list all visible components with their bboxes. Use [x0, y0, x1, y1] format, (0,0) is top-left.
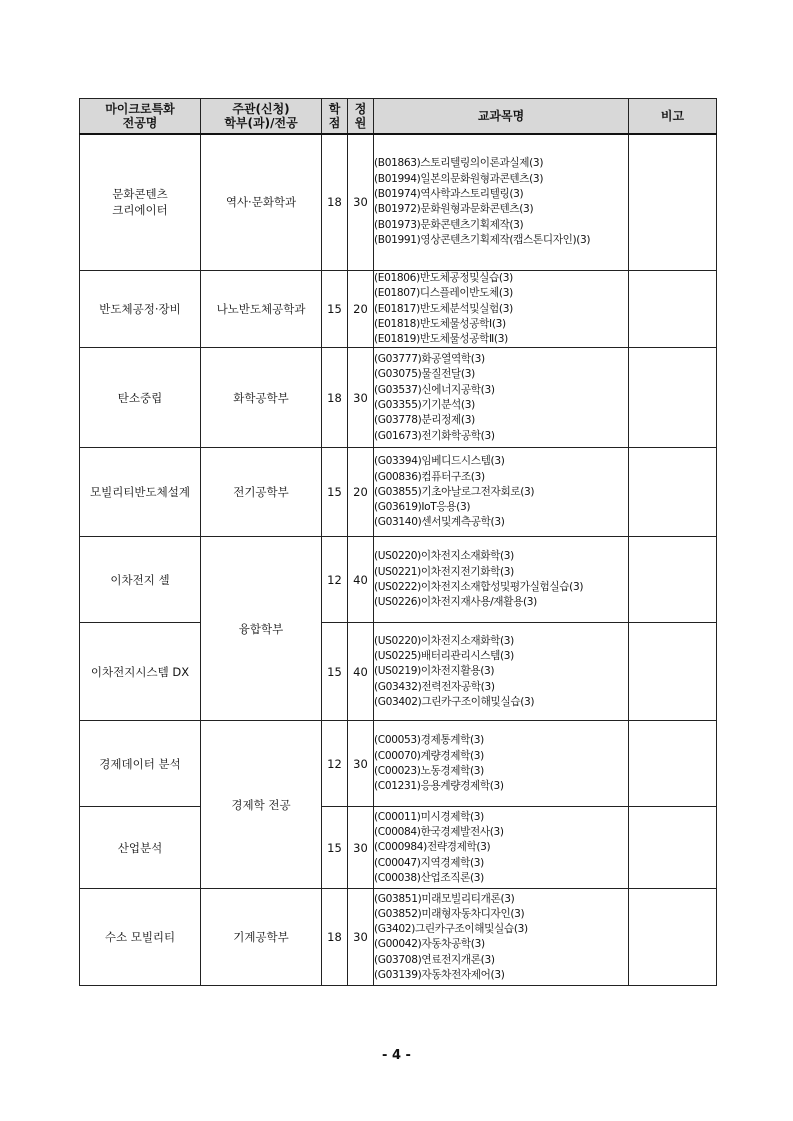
major-name-line: 크리에이터 — [112, 203, 168, 218]
major-name-cell — [80, 807, 201, 889]
course-item: (US0220)이차전지소재화학(3) — [374, 634, 514, 647]
courses-cell — [374, 348, 629, 448]
capacity-cell: 20 — [348, 271, 374, 348]
major-name-line: 반도체공정·장비 — [99, 302, 181, 317]
course-item: (G03619)IoT응용(3) — [374, 501, 471, 514]
major-name-line: 산업분석 — [117, 840, 163, 855]
department-cell: 융합학부 — [201, 537, 322, 721]
table-row — [80, 537, 717, 623]
major-name-line: 이차전지시스템 DX — [90, 664, 190, 679]
table-row — [80, 623, 717, 721]
course-item: (US0219)이차전지활용(3) — [374, 665, 495, 678]
course-item: (C00023)노동경제학(3) — [374, 764, 484, 777]
course-item: (G03394)임베디드시스템(3) — [374, 455, 505, 468]
course-item: (C00047)지역경제학(3) — [374, 856, 484, 869]
course-item: (C000984)전략경제학(3) — [374, 841, 491, 854]
major-name-cell — [80, 623, 201, 721]
courses-cell — [374, 537, 629, 623]
course-item: (G03777)화공열역학(3) — [374, 353, 485, 366]
capacity-cell: 20 — [348, 448, 374, 537]
course-item: (B01991)영상콘텐츠기획제작(캡스톤디자인)(3) — [374, 233, 591, 246]
course-item: (US0222)이차전지소재합성및평가실험실습(3) — [374, 580, 584, 593]
course-item: (E01819)반도체물성공학Ⅱ(3) — [374, 333, 508, 346]
credits-cell: 15 — [322, 807, 348, 889]
header-capacity-line1: 정 — [354, 101, 367, 116]
course-item: (G03355)기기분석(3) — [374, 398, 475, 411]
remarks-cell — [629, 448, 717, 537]
course-item: (E01818)반도체물성공학Ⅰ(3) — [374, 317, 506, 330]
table-row — [80, 807, 717, 889]
header-major-name — [80, 99, 201, 134]
courses-cell — [374, 448, 629, 537]
header-remarks: 비고 — [629, 99, 717, 134]
table-row — [80, 134, 717, 271]
major-name-cell — [80, 448, 201, 537]
course-item: (G03855)기초아날로그전자회로(3) — [374, 485, 535, 498]
major-name-line: 수소 모빌리티 — [104, 930, 176, 945]
major-name-cell — [80, 348, 201, 448]
course-item: (G03139)자동차전자제어(3) — [374, 969, 505, 982]
major-name-line: 탄소중립 — [117, 390, 163, 405]
capacity-cell: 30 — [348, 721, 374, 807]
department-cell: 경제학 전공 — [201, 721, 322, 889]
capacity-cell: 40 — [348, 623, 374, 721]
header-department — [201, 99, 322, 134]
major-name-cell — [80, 271, 201, 348]
capacity-cell: 30 — [348, 134, 374, 271]
department-cell: 화학공학부 — [201, 348, 322, 448]
table-row — [80, 721, 717, 807]
course-item: (G00836)컴퓨터구조(3) — [374, 470, 485, 483]
table-row — [80, 348, 717, 448]
major-name-cell — [80, 537, 201, 623]
courses-cell — [374, 271, 629, 348]
header-department-line2: 학부(과)/전공 — [224, 115, 298, 130]
course-item: (B01972)문화원형과문화콘텐츠(3) — [374, 203, 534, 216]
credits-cell: 15 — [322, 623, 348, 721]
table-row — [80, 448, 717, 537]
major-name-cell — [80, 721, 201, 807]
table-row — [80, 271, 717, 348]
remarks-cell — [629, 889, 717, 986]
remarks-cell — [629, 271, 717, 348]
course-item: (G03852)미래형자동차디자인(3) — [374, 907, 525, 920]
course-item: (G01673)전기화학공학(3) — [374, 429, 495, 442]
capacity-cell: 40 — [348, 537, 374, 623]
courses-cell — [374, 889, 629, 986]
header-department-line1: 주관(신청) — [232, 101, 290, 116]
major-name-line: 모빌리티반도체설계 — [90, 485, 190, 500]
curriculum-table — [79, 98, 717, 986]
course-item: (G03075)물질전달(3) — [374, 368, 475, 381]
course-item: (C00038)산업조직론(3) — [374, 871, 484, 884]
table-row — [80, 889, 717, 986]
course-item: (B01973)문화콘텐츠기획제작(3) — [374, 218, 524, 231]
department-cell: 전기공학부 — [201, 448, 322, 537]
remarks-cell — [629, 623, 717, 721]
table-header-row — [80, 99, 717, 134]
department-cell: 기계공학부 — [201, 889, 322, 986]
credits-cell: 18 — [322, 348, 348, 448]
header-credits-line1: 학 — [328, 101, 341, 116]
credits-cell: 18 — [322, 889, 348, 986]
remarks-cell — [629, 721, 717, 807]
course-item: (E01806)반도체공정및실습(3) — [374, 272, 513, 284]
courses-cell — [374, 623, 629, 721]
capacity-cell: 30 — [348, 348, 374, 448]
course-item: (E01807)디스플레이반도체(3) — [374, 287, 513, 300]
header-credits-line2: 점 — [328, 115, 341, 130]
remarks-cell — [629, 537, 717, 623]
remarks-cell — [629, 348, 717, 448]
course-item: (B01994)일본의문화원형과콘텐츠(3) — [374, 172, 544, 185]
course-item: (US0221)이차전지전기화학(3) — [374, 565, 514, 578]
credits-cell: 15 — [322, 271, 348, 348]
credits-cell: 15 — [322, 448, 348, 537]
major-name-cell — [80, 889, 201, 986]
header-capacity — [348, 99, 374, 134]
course-item: (G00042)자동차공학(3) — [374, 938, 485, 951]
header-major-name-line2: 전공명 — [122, 115, 158, 130]
course-item: (C00070)계량경제학(3) — [374, 749, 484, 762]
course-item: (G03140)센서및계측공학(3) — [374, 516, 505, 529]
capacity-cell: 30 — [348, 807, 374, 889]
courses-cell — [374, 807, 629, 889]
header-credits — [322, 99, 348, 134]
course-item: (B01974)역사학과스토리텔링(3) — [374, 187, 524, 200]
course-item: (C00011)미시경제학(3) — [374, 810, 484, 823]
credits-cell: 12 — [322, 537, 348, 623]
department-cell: 역사·문화학과 — [201, 134, 322, 271]
course-item: (US0220)이차전지소재화학(3) — [374, 550, 514, 563]
remarks-cell — [629, 807, 717, 889]
course-item: (G03537)신에너지공학(3) — [374, 383, 495, 396]
header-capacity-line2: 원 — [354, 115, 367, 130]
course-item: (G03402)그린카구조이해및실습(3) — [374, 695, 535, 708]
major-name-line: 문화콘텐츠 — [112, 187, 168, 202]
course-item: (G03851)미래모빌리티개론(3) — [374, 892, 515, 905]
courses-cell — [374, 721, 629, 807]
course-item: (E01817)반도체분석및실험(3) — [374, 302, 513, 315]
credits-cell: 18 — [322, 134, 348, 271]
department-cell: 나노반도체공학과 — [201, 271, 322, 348]
header-major-name-line1: 마이크로특화 — [105, 101, 175, 116]
course-item: (C00084)한국경제발전사(3) — [374, 826, 504, 839]
course-item: (G03432)전력전자공학(3) — [374, 680, 495, 693]
course-item: (US0226)이차전지재사용/재활용(3) — [374, 596, 537, 609]
course-item: (G3402)그린카구조이해및실습(3) — [374, 923, 528, 936]
course-item: (G03778)분리정제(3) — [374, 414, 475, 427]
page-number: - 4 - — [382, 1048, 411, 1063]
major-name-line: 이차전지 셀 — [110, 572, 170, 587]
remarks-cell — [629, 134, 717, 271]
courses-cell — [374, 134, 629, 271]
credits-cell: 12 — [322, 721, 348, 807]
course-item: (C01231)응용계량경제학(3) — [374, 780, 504, 793]
course-item: (US0225)배터리관리시스템(3) — [374, 650, 514, 663]
major-name-cell — [80, 134, 201, 271]
course-item: (C00053)경제통계학(3) — [374, 734, 484, 747]
major-name-line: 경제데이터 분석 — [99, 756, 181, 771]
capacity-cell: 30 — [348, 889, 374, 986]
course-item: (G03708)연료전지개론(3) — [374, 953, 495, 966]
course-item: (B01863)스토리텔링의이론과실제(3) — [374, 157, 544, 170]
header-courses: 교과목명 — [374, 99, 629, 134]
